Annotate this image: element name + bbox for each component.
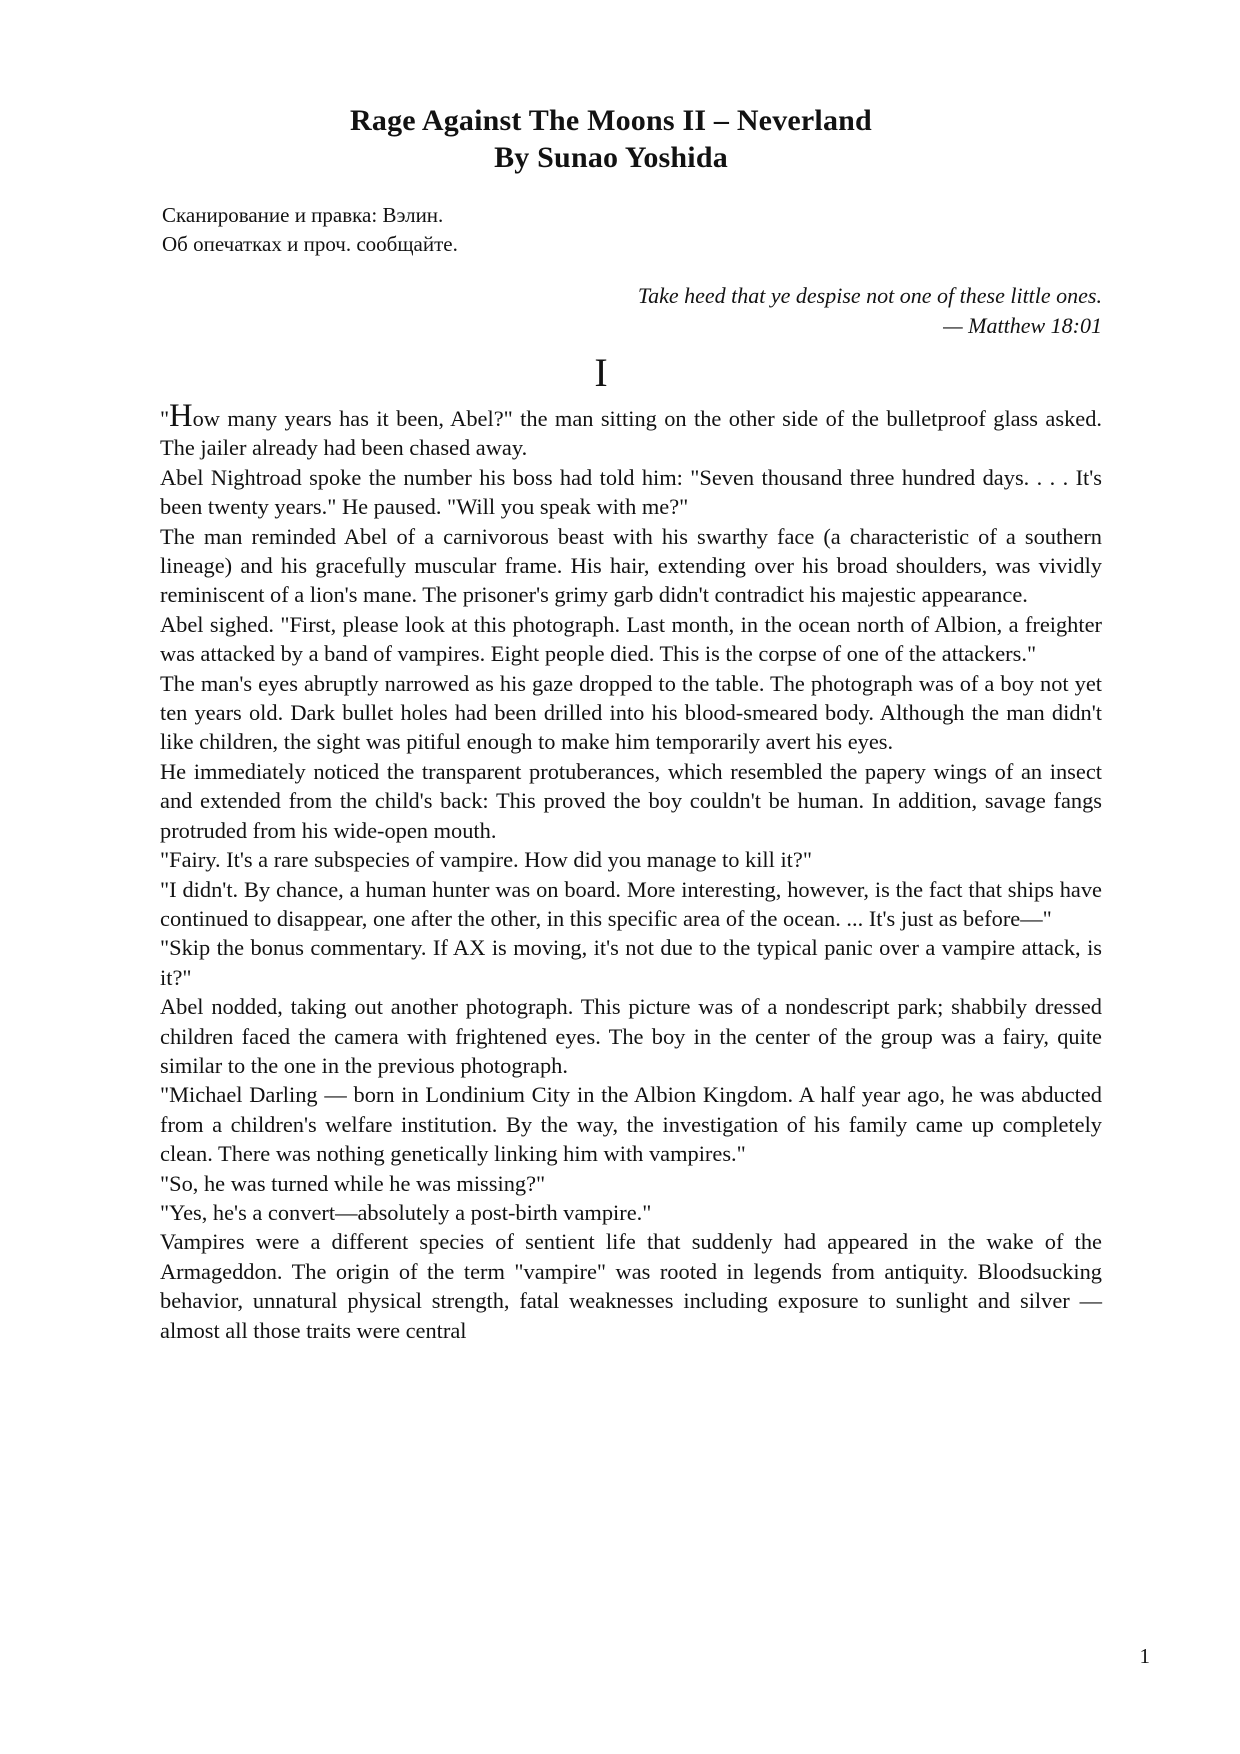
epigraph [160,281,1102,341]
scan-credits [162,201,458,258]
opening-drop-cap: H [169,398,193,434]
epigraph-quote: Take heed that ye despise not one of these little ones. [637,283,1102,308]
page-number: 1 [1139,1644,1150,1668]
page-content [160,0,1102,1754]
epigraph-attribution: — Matthew 18:01 [943,313,1102,338]
paragraph: "Michael Darling — born in Londinium City in the Albion Kingdom. A half year ago, he was abducted from a children's welfare institution. By the way, the investigation of his family came up completely clean. There was nothing genetically linking him with vampires." [160,1082,1102,1167]
paragraph: The man reminded Abel of a carnivorous beast with his swarthy face (a characteristic of a southern lineage) and his gracefully muscular frame. His hair, extending over his broad shoulders, was vividly reminiscent of a lion's mane. The prisoner's grimy garb didn't contradict his majestic appearance. [160,523,1102,608]
paragraph: "I didn't. By chance, a human hunter was on board. More interesting, however, is the fact that ships have continued to disappear, one after the other, in this specific area of the ocean. ... It's just as before—" [160,876,1102,931]
scan-credit-line-1: Сканирование и правка: Вэлин. [162,203,444,227]
book-title-block [160,102,1062,176]
paragraph: "Skip the bonus commentary. If AX is moving, it's not due to the typical panic over a vampire attack, is it?" [160,935,1102,990]
paragraph: He immediately noticed the transparent protuberances, which resembled the papery wings of an insect and extended from the child's back: This proved the boy couldn't be human. In addition, savage fangs protruded from his wide-open mouth. [160,758,1102,843]
paragraph: Abel nodded, taking out another photograph. This picture was of a nondescript park; shabbily dressed children faced the camera with frightened eyes. The boy in the center of the group was a fairy, quite similar to the one in the previous photograph. [160,994,1102,1078]
paragraph: Abel Nightroad spoke the number his boss had told him: "Seven thousand three hundred days. . . . It's been twenty years." He paused. "Will you speak with me?" [160,464,1102,520]
paragraph-opening [160,398,1102,463]
paragraph: Abel sighed. "First, please look at this photograph. Last month, in the ocean north of Albion, a freighter was attacked by a band of vampires. Eight people died. This is the corpse of one of the attackers." [160,611,1102,667]
scan-credit-line-2: Об опечатках и проч. сообщайте. [162,231,458,256]
book-title: Rage Against The Moons II – Neverland [350,104,872,137]
paragraph: Vampires were a different species of sentient life that suddenly had appeared in the wake of the Armageddon. The origin of the term "vampire" was rooted in legends from antiquity. Bloodsucking behavior, unnatural physical strength, fatal weaknesses including exposure to sunlight and silver — almost all those traits were central [160,1229,1102,1343]
book-author: By Sunao Yoshida [494,141,728,174]
chapter-heading: I [594,350,608,395]
paragraph: "Fairy. It's a rare subspecies of vampire. How did you manage to kill it?" [160,847,812,873]
opening-text: ow many years has it been, Abel?" the man sitting on the other side of the bulletproof glass asked. The jailer already had been chased away. [160,406,1102,461]
paragraph: "So, he was turned while he was missing?" [160,1170,546,1196]
opening-quote-mark: " [160,406,170,431]
paragraph: "Yes, he's a convert—absolutely a post-birth vampire." [160,1199,652,1225]
paragraph: The man's eyes abruptly narrowed as his gaze dropped to the table. The photograph was of a boy not yet ten years old. Dark bullet holes had been drilled into his blood-smeared body. Although the man didn't like children, the sight was pitiful enough to make him temporarily avert his eyes. [160,670,1102,755]
body-text [160,398,1102,1345]
